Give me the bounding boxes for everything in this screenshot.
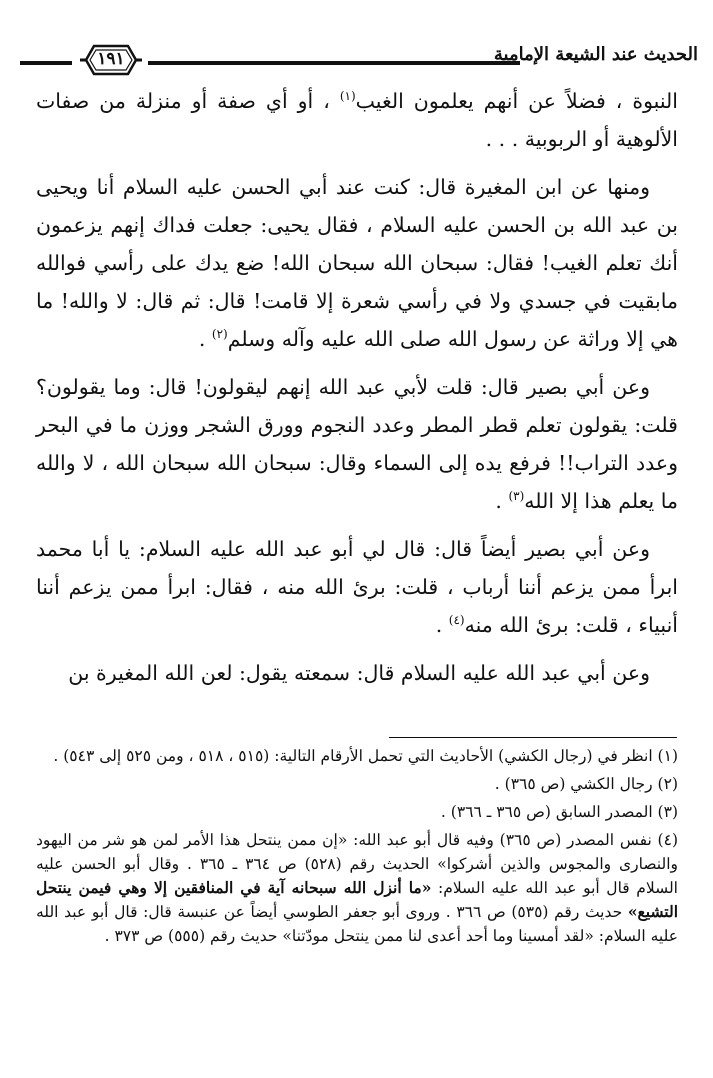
footnote-ref-1[interactable]: (١) bbox=[339, 89, 356, 104]
footnote-2: (٢) رجال الكشي (ص ٣٦٥) . bbox=[494, 775, 678, 793]
paragraph-3-text-b: . bbox=[495, 489, 509, 513]
paragraph-4-text-a: وعن أبي بصير أيضاً قال: قال لي أبو عبد الله عليه السلام: يا أبا محمد ابرأ ممن يزعم أننا أرباب ، قلت: برئ الله منه ، فقال: ابرأ ممن يزعم أننا أنبياء ، قلت: برئ الله منه bbox=[36, 537, 678, 637]
footnote-separator bbox=[389, 737, 677, 738]
page-number-badge bbox=[80, 42, 142, 78]
paragraph-4-text-b: . bbox=[435, 613, 449, 637]
paragraph-5 bbox=[36, 654, 678, 692]
page-number: ١٩١ bbox=[97, 49, 125, 69]
footnotes bbox=[36, 744, 678, 952]
footnote-3: (٣) المصدر السابق (ص ٣٦٥ ـ ٣٦٦) . bbox=[440, 803, 678, 821]
paragraph-1 bbox=[36, 82, 678, 158]
page-header bbox=[20, 42, 698, 78]
header-rule-right bbox=[148, 61, 520, 65]
paragraph-3-text-a: وعن أبي بصير قال: قلت لأبي عبد الله إنهم ليقولون! قال: وما يقولون؟ قلت: يقولون تعلم قطر المطر وعدد النجوم وورق الشجر ووزن ما في البحر وعدد التراب!! فرفع يده إلى السماء وقال: سبحان الله سبحان الله ، لا والله ما يعلم هذا إلا الله bbox=[36, 375, 678, 513]
footnote-4-text-a: (٤) نفس المصدر (ص ٣٦٥) وفيه قال أبو عبد الله: «إن ممن ينتحل هذا الأمر لمن هو شر من اليهود والنصارى والمجوس والذين أشركوا» الحديث رقم (٥٢٨) ص ٣٦٤ ـ ٣٦٥ . وقال أبو الحسن عليه السلام قال أبو عبد الله عليه السلام: bbox=[36, 831, 678, 897]
footnote-4-quote-bold: «ما أنزل الله سبحانه آية في المنافقين إلا وهي فيمن ينتحل التشيع» bbox=[36, 878, 679, 921]
paragraph-4 bbox=[36, 530, 678, 644]
paragraph-1-text-a: النبوة ، فضلاً عن أنهم يعلمون الغيب bbox=[355, 89, 678, 113]
header-rule-left bbox=[20, 61, 72, 65]
paragraph-3 bbox=[36, 368, 678, 520]
footnote-ref-3[interactable]: (٣) bbox=[508, 489, 525, 504]
running-title: الحديث عند الشيعة الإمامية bbox=[493, 44, 698, 65]
footnote-1: (١) انظر في (رجال الكشي) الأحاديث التي تحمل الأرقام التالية: (٥١٥ ، ٥١٨ ، ومن ٥٢٥ إلى ٥٤٣) . bbox=[53, 747, 678, 765]
footnote-ref-4[interactable]: (٤) bbox=[448, 613, 465, 628]
paragraph-5-text: وعن أبي عبد الله عليه السلام قال: سمعته يقول: لعن الله المغيرة بن bbox=[68, 661, 650, 685]
paragraph-1-text-b: ، أو أي صفة أو منزلة من صفات الألوهية أو الربوبية . . . bbox=[36, 89, 678, 151]
paragraph-2 bbox=[36, 168, 678, 358]
main-text bbox=[36, 82, 678, 702]
footnote-4 bbox=[36, 828, 678, 948]
paragraph-2-text-a: ومنها عن ابن المغيرة قال: كنت عند أبي الحسن عليه السلام أنا ويحيى بن عبد الله بن الحسن عليه السلام ، فقال يحيى: جعلت فداك إنهم يزعمون أنك تعلم الغيب! فقال: سبحان الله سبحان الله! ضع يدك على رأسي فوالله مابقيت في جسدي ولا في رأسي شعرة إلا قامت! قال: ثم قال: لا والله! ما هي إلا وراثة عن رسول الله صلى الله عليه وآله وسلم bbox=[36, 175, 678, 351]
footnote-ref-2[interactable]: (٢) bbox=[211, 327, 228, 342]
paragraph-2-text-b: . bbox=[198, 327, 212, 351]
footnote-4-text-b: حديث رقم (٥٣٥) ص ٣٦٦ . وروى أبو جعفر الطوسي أيضاً عن عنبسة قال: قال أبو عبد الله عليه السلام: «لقد أمسينا وما أحد أعدى لنا ممن ينتحل مودّتنا» حديث رقم (٥٥٥) ص ٣٧٣ . bbox=[36, 903, 678, 945]
